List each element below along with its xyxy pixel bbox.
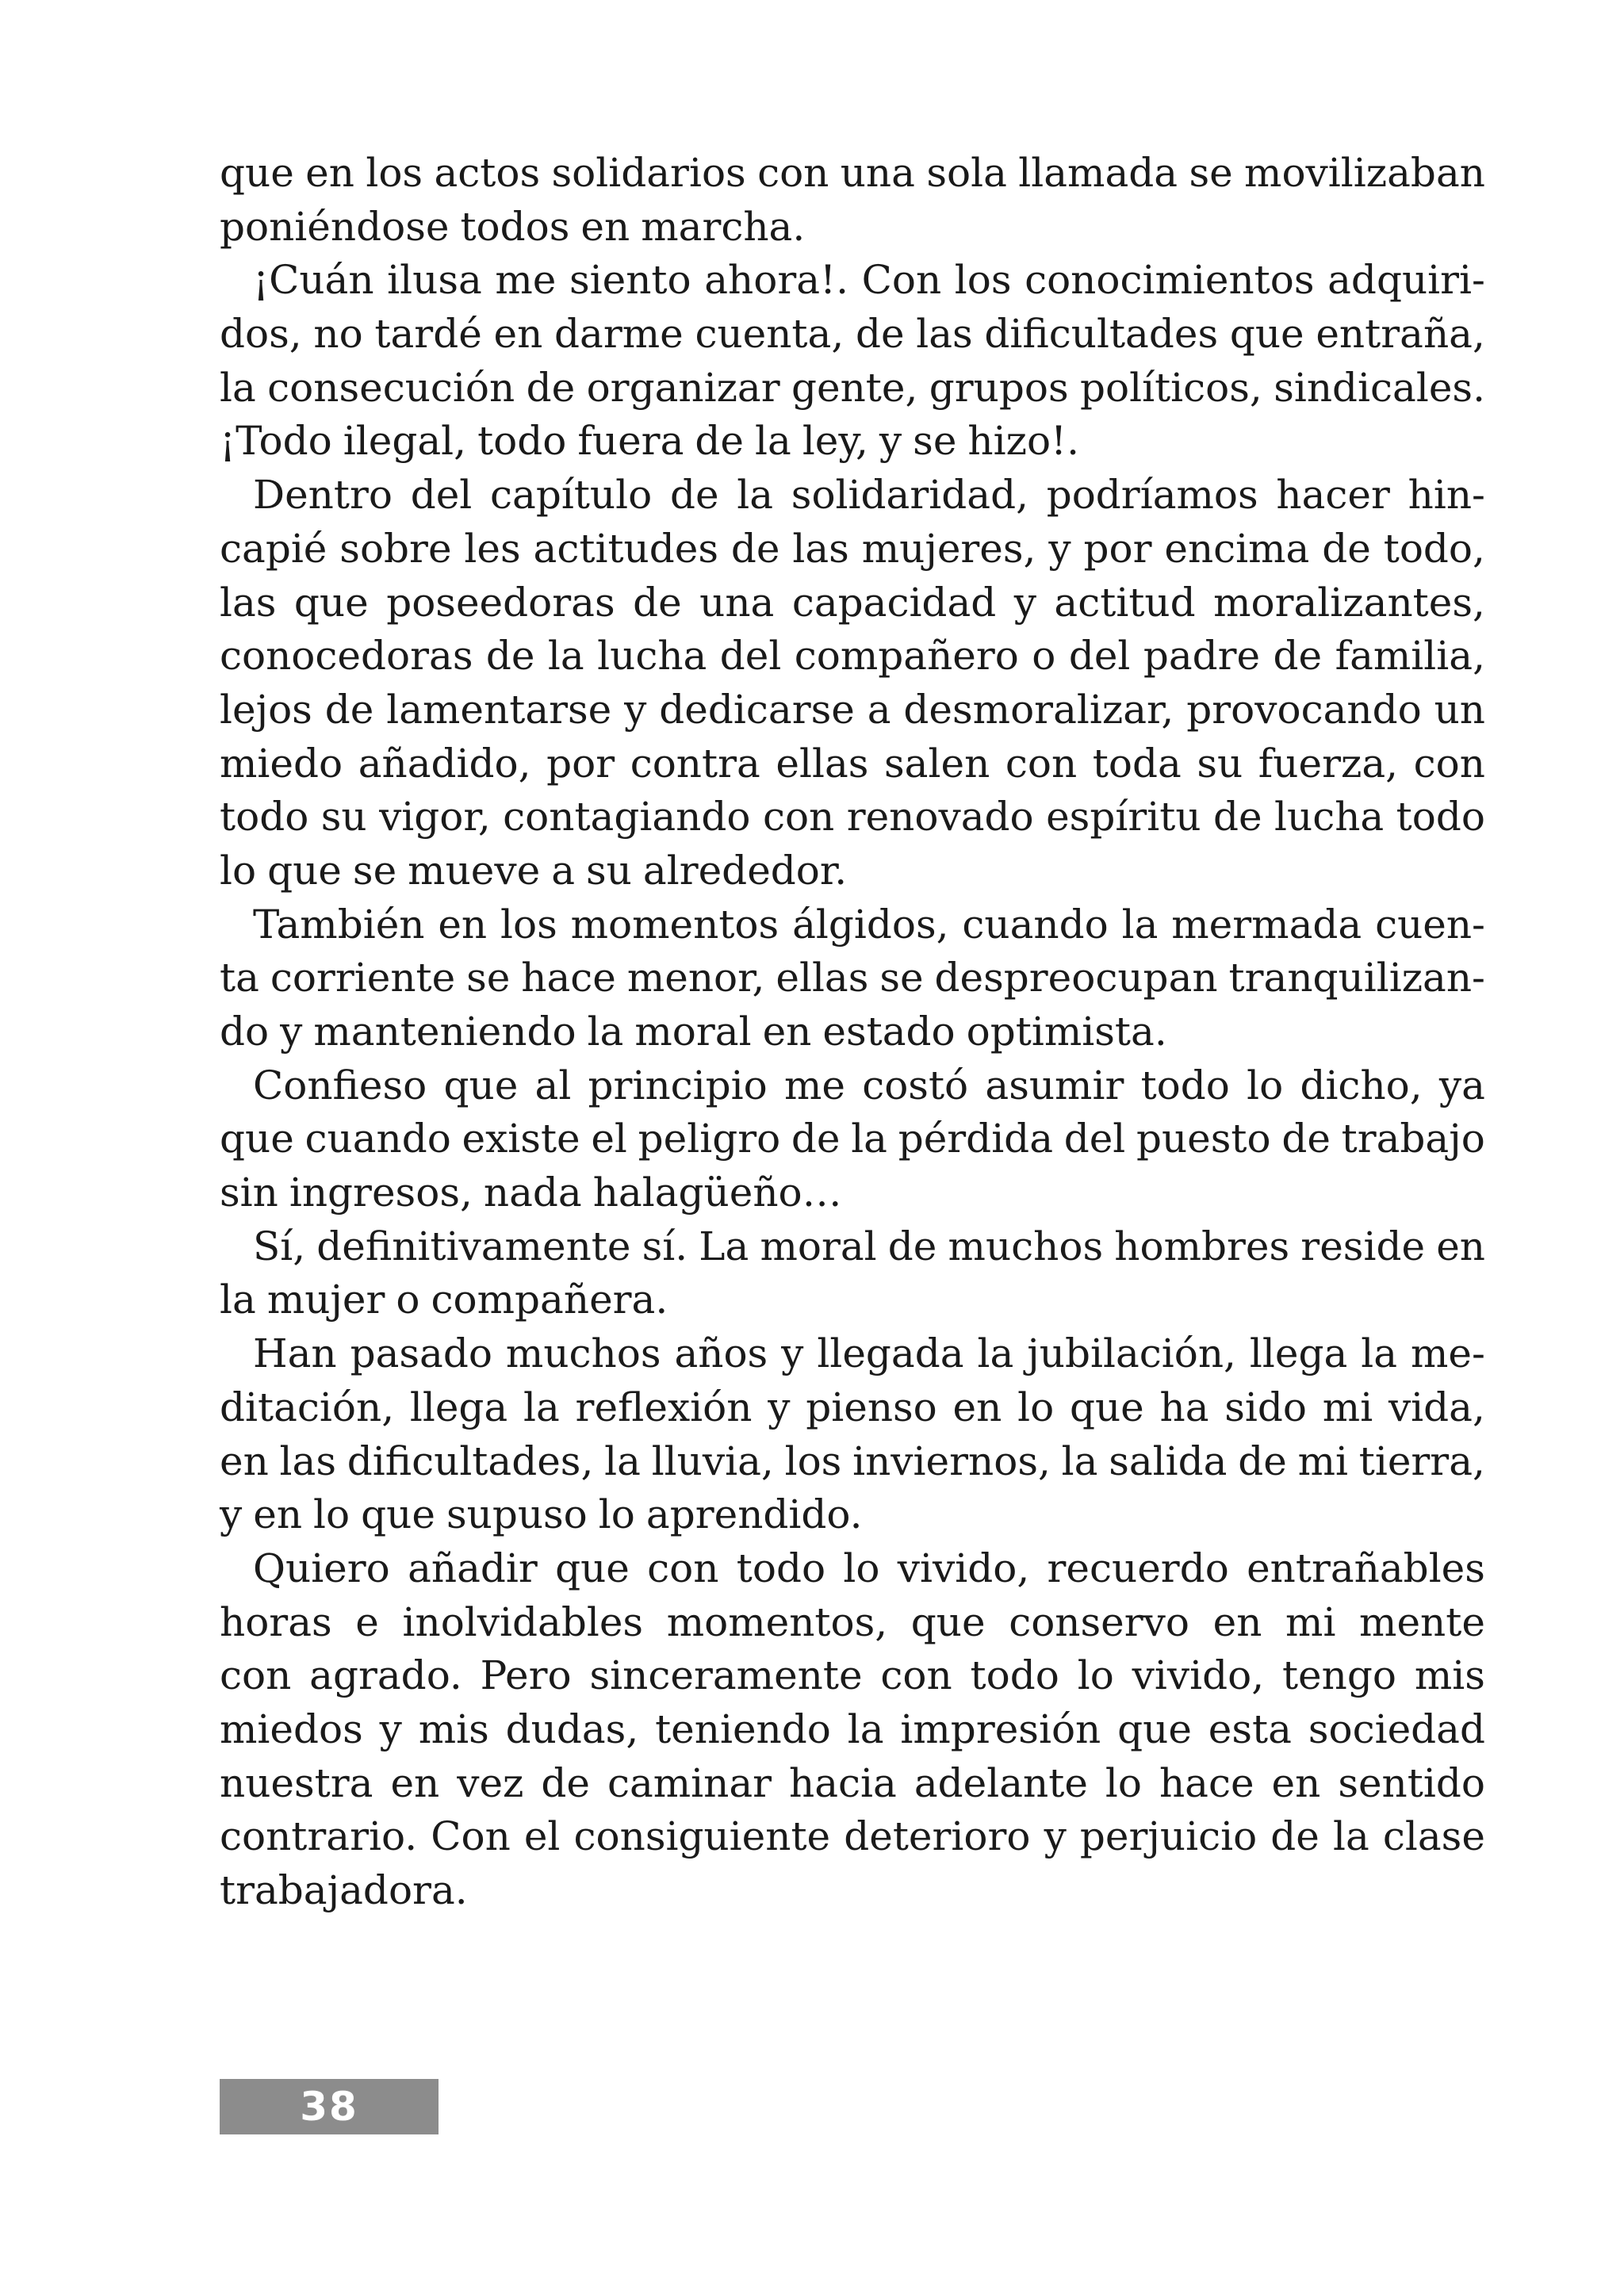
text-line: miedo añadido, por contra ellas salen con toda su fuerza, con bbox=[220, 740, 1485, 787]
text-line: lejos de lamentarse y dedicarse a desmoralizar, provocando un bbox=[220, 686, 1485, 733]
page-number-box bbox=[220, 2079, 439, 2134]
text-line: ta corriente se hace menor, ellas se despreocupan tranquilizan- bbox=[220, 955, 1485, 1001]
text-line: la mujer o compañera. bbox=[220, 1277, 668, 1323]
text-line: que en los actos solidarios con una sola llamada se movilizaban bbox=[220, 150, 1485, 196]
text-line: do y manteniendo la moral en estado optimista. bbox=[220, 1009, 1167, 1055]
text-line: ¡Cuán ilusa me siento ahora!. Con los conocimientos adquiri- bbox=[253, 257, 1485, 304]
text-line: También en los momentos álgidos, cuando la mermada cuen- bbox=[253, 901, 1485, 948]
body-text bbox=[220, 147, 1485, 1918]
text-line: ¡Todo ilegal, todo fuera de la ley, y se hizo!. bbox=[220, 418, 1080, 465]
text-line: Han pasado muchos años y llegada la jubilación, llega la me- bbox=[253, 1330, 1485, 1377]
text-line: dos, no tardé en darme cuenta, de las dificultades que entraña, bbox=[220, 311, 1485, 358]
text-line: contrario. Con el consiguiente deterioro y perjuicio de la clase bbox=[220, 1813, 1485, 1860]
text-line: horas e inolvidables momentos, que conservo en mi mente bbox=[220, 1598, 1485, 1645]
text-line: Confieso que al principio me costó asumir todo lo dicho, ya bbox=[253, 1062, 1485, 1108]
text-line: miedos y mis dudas, teniendo la impresión que esta sociedad bbox=[220, 1706, 1485, 1752]
text-line: conocedoras de la lucha del compañero o del padre de familia, bbox=[220, 633, 1485, 680]
text-line: las que poseedoras de una capacidad y actitud moralizantes, bbox=[220, 579, 1485, 626]
text-line: trabajadora. bbox=[220, 1867, 468, 1913]
text-line: en las dificultades, la lluvia, los inviernos, la salida de mi tierra, bbox=[220, 1438, 1485, 1484]
text-line: que cuando existe el peligro de la pérdida del puesto de trabajo bbox=[220, 1116, 1485, 1162]
page-number: 38 bbox=[300, 2084, 358, 2130]
text-line: con agrado. Pero sinceramente con todo lo vivido, tengo mis bbox=[220, 1652, 1485, 1699]
text-line: todo su vigor, contagiando con renovado espíritu de lucha todo bbox=[220, 794, 1485, 840]
text-line: capié sobre les actitudes de las mujeres, y por encima de todo, bbox=[220, 525, 1485, 572]
text-line: Dentro del capítulo de la solidaridad, podríamos hacer hin- bbox=[253, 472, 1485, 519]
text-line: lo que se mueve a su alrededor. bbox=[220, 847, 848, 894]
text-line: Sí, definitivamente sí. La moral de muchos hombres reside en bbox=[253, 1223, 1485, 1269]
text-line: poniéndose todos en marcha. bbox=[220, 203, 806, 250]
text-line: y en lo que supuso lo aprendido. bbox=[220, 1491, 863, 1538]
text-line: sin ingresos, nada halagüeño… bbox=[220, 1170, 842, 1216]
text-line: la consecución de organizar gente, grupos políticos, sindicales. bbox=[220, 364, 1485, 411]
text-line: Quiero añadir que con todo lo vivido, recuerdo entrañables bbox=[253, 1545, 1485, 1591]
text-line: ditación, llega la reflexión y pienso en lo que ha sido mi vida, bbox=[220, 1384, 1485, 1430]
text-line: nuestra en vez de caminar hacia adelante lo hace en sentido bbox=[220, 1759, 1485, 1806]
